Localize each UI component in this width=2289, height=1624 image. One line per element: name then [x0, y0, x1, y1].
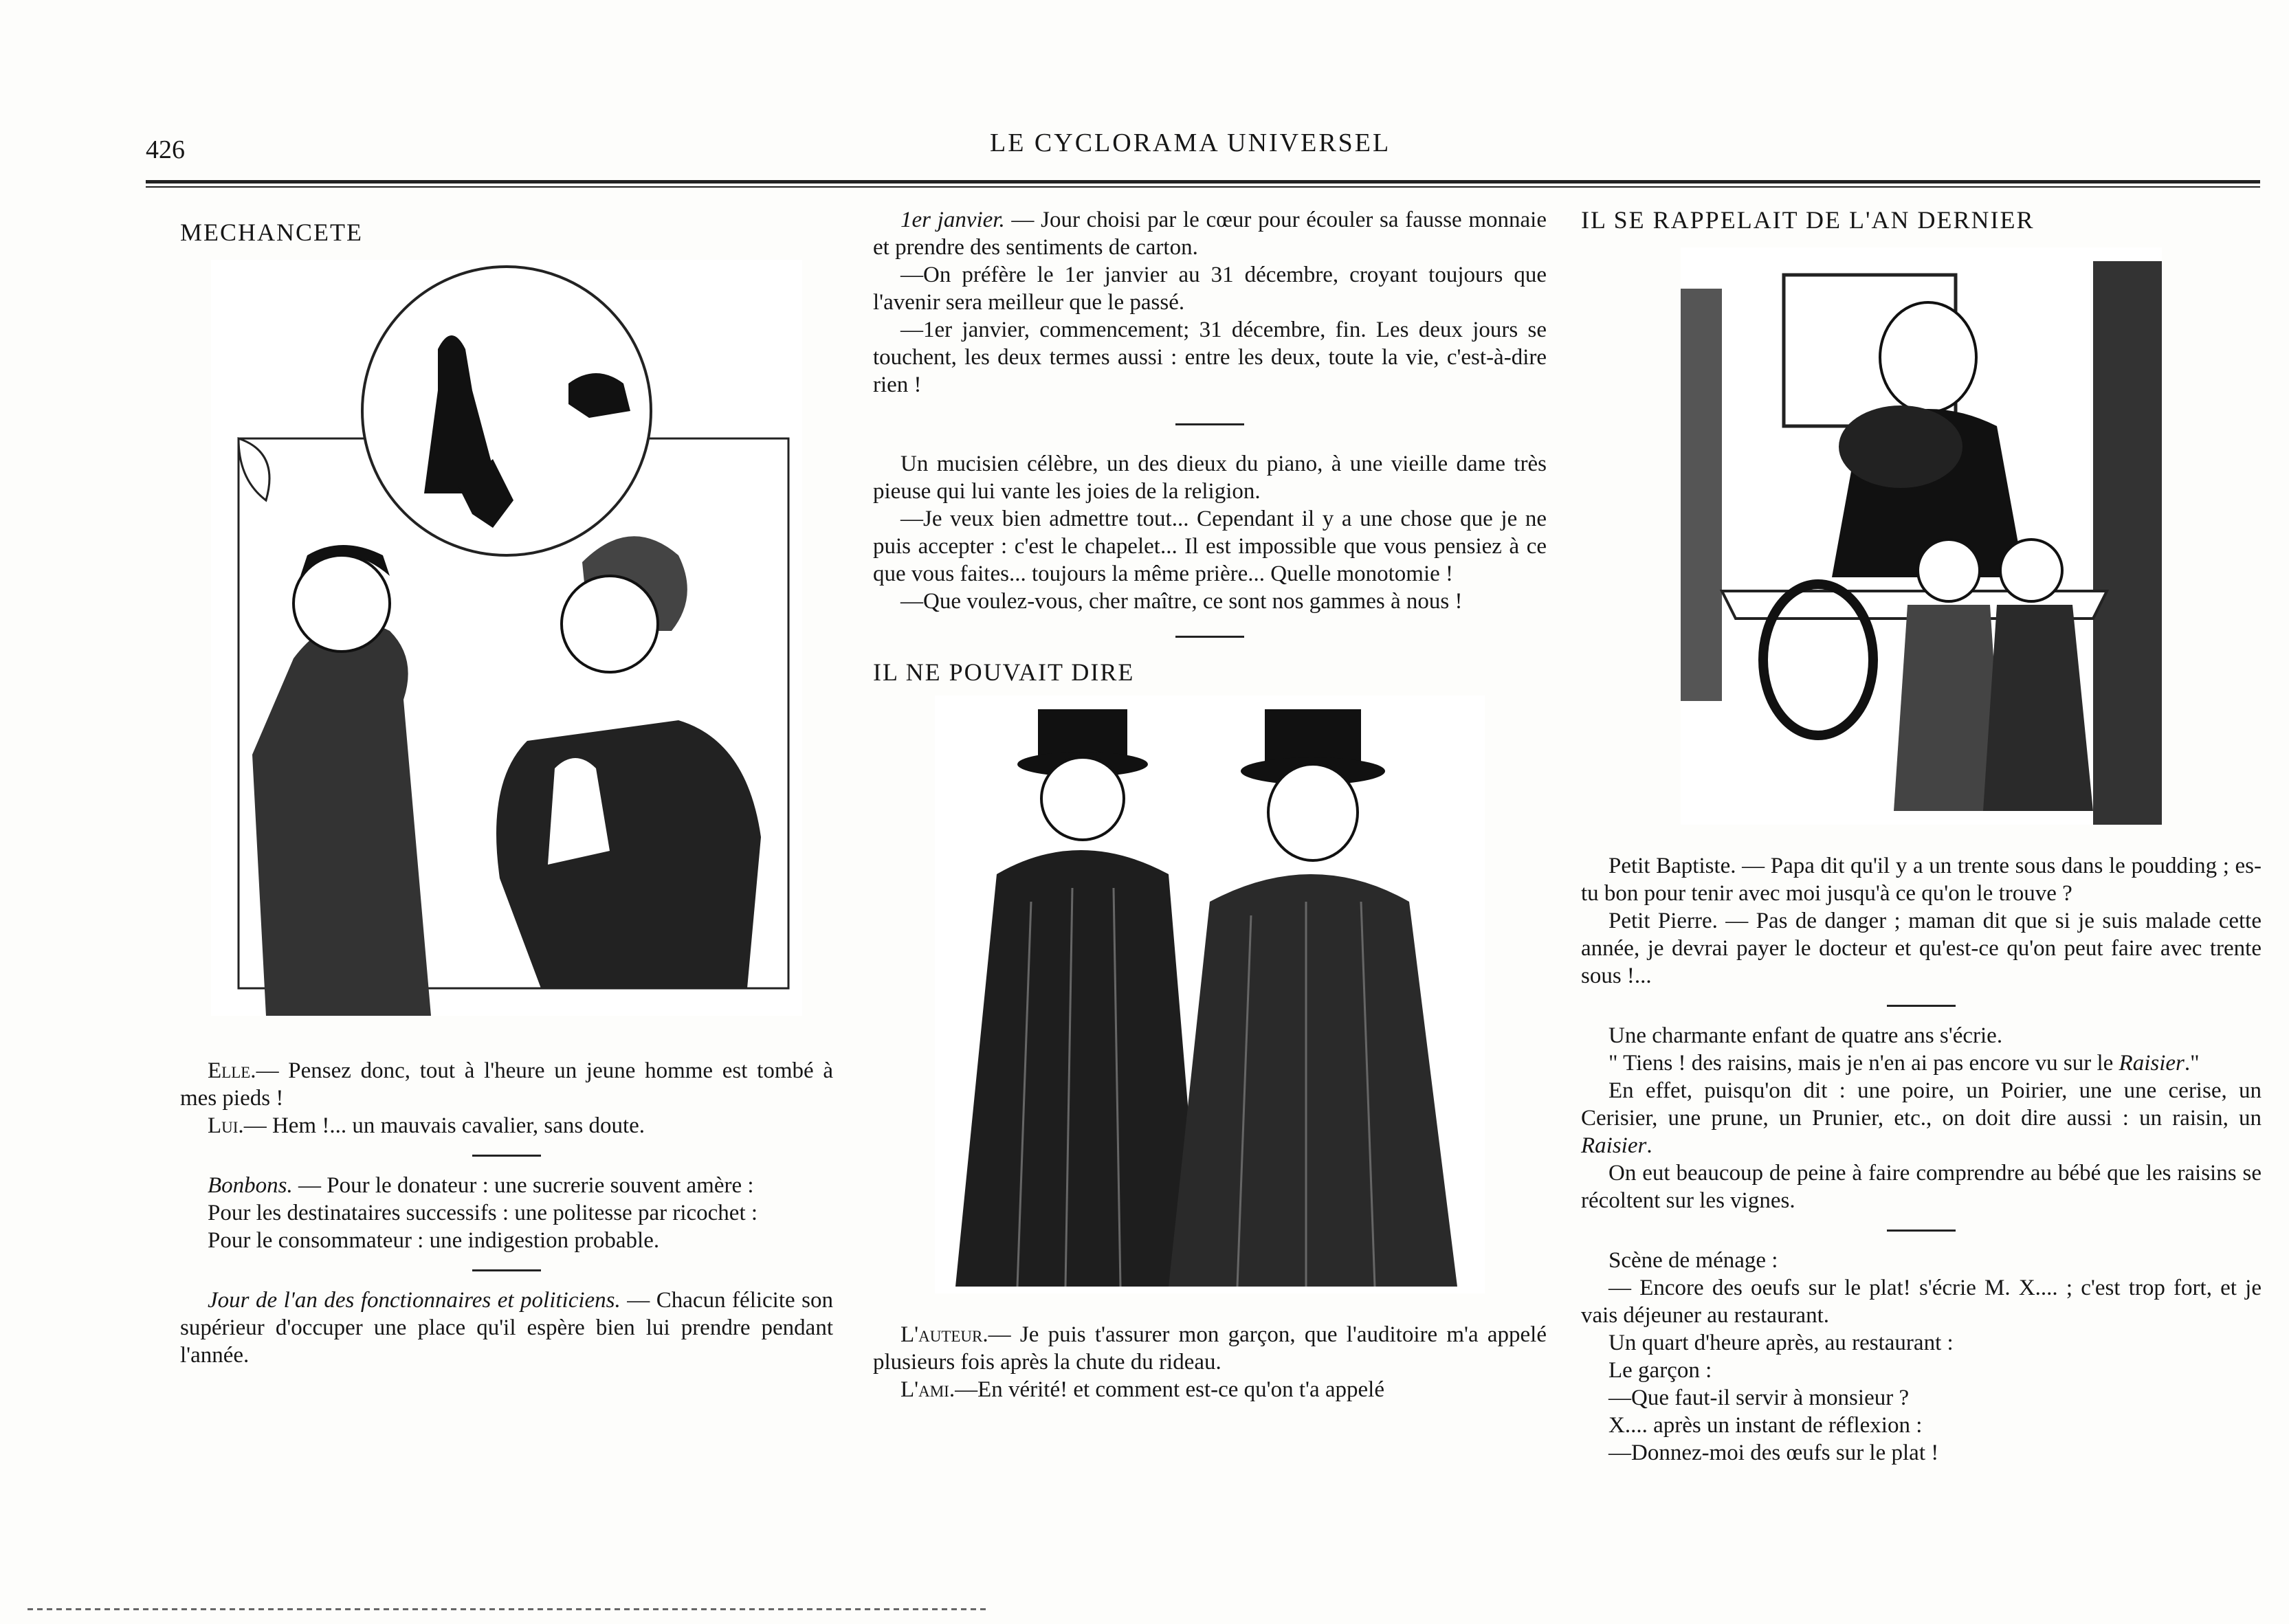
heading-il-ne-pouvait-dire: IL NE POUVAIT DIRE [873, 658, 1135, 686]
speaker-ami: L'ami. [900, 1377, 955, 1402]
header-rule [146, 180, 2260, 183]
dialogue-lui [180, 1112, 833, 1139]
separator-rule [1887, 1230, 1956, 1232]
line-auteur: — Je puis t'assurer mon garçon, que l'auditoire m'a appelé plusieurs fois après la chute du rideau. [873, 1322, 1547, 1375]
raisin-p2-after: ." [2184, 1051, 2200, 1076]
bonbons-line-2: Pour les destinataires successifs : une politesse par ricochet : [208, 1201, 758, 1225]
bottom-print-mark [27, 1608, 990, 1610]
two-men-drawing [935, 696, 1485, 1293]
bonbons-term: Bonbons. [208, 1173, 293, 1198]
heading-il-se-rappelait: IL SE RAPPELAIT DE L'AN DERNIER [1581, 206, 2035, 234]
jour-text: — Chacun félicite son supérieur d'occuper une place qu'il espère bien lui prendre pendant l'année. [180, 1288, 833, 1368]
header-rule-thin [146, 186, 2260, 188]
illustration-couple [211, 260, 802, 1016]
janvier-para-2: —On préfère le 1er janvier au 31 décembre, croyant toujours que l'avenir sera meilleur que le passé. [873, 263, 1547, 315]
menage-line-4: Le garçon : [1608, 1358, 1712, 1383]
line-lui: — Hem !... un mauvais cavalier, sans doute. [243, 1113, 645, 1138]
menage-line-1: Scène de ménage : [1608, 1248, 1778, 1273]
janvier-para-1: — Jour choisi par le cœur pour écouler sa fausse monnaie et prendre des sentiments de carton. [873, 208, 1547, 260]
raisin-p2-word: Raisier [2119, 1051, 2185, 1076]
column-left [180, 206, 833, 1369]
menage-line-5: —Que faut-il servir à monsieur ? [1608, 1386, 1910, 1410]
column-right [1581, 206, 2262, 1467]
speaker-elle: Elle. [208, 1058, 256, 1083]
menage-line-6: X.... après un instant de réflexion : [1608, 1413, 1923, 1438]
dinner-drawing [1681, 247, 2162, 825]
line-ami: —En vérité! et comment est-ce qu'on t'a appelé [955, 1377, 1384, 1402]
musicien-para-2: —Je veux bien admettre tout... Cependant il y a une chose que je ne puis accepter : c'est le chapelet... Il est impossible que vous pensiez à ce que vous faites... toujours la même prière... Quelle monotomie ! [873, 507, 1547, 586]
separator-rule [472, 1155, 541, 1157]
bonbons-line-3: Pour le consommateur : une indigestion probable. [208, 1228, 660, 1253]
illustration-dinner [1681, 247, 2162, 825]
musicien-para-3: —Que voulez-vous, cher maître, ce sont nos gammes à nous ! [900, 589, 1463, 614]
raisin-para-1: Une charmante enfant de quatre ans s'écrie. [1608, 1023, 2003, 1048]
separator-rule [1887, 1005, 1956, 1007]
menage-line-2: — Encore des oeufs sur le plat! s'écrie M. X.... ; c'est trop fort, et je vais déjeuner au restaurant. [1581, 1276, 2262, 1328]
pierre-para: Petit Pierre. — Pas de danger ; maman dit que si je suis malade cette année, je devrai payer le docteur et qu'est-ce qu'on peut faire avec trente sous !... [1581, 909, 2262, 988]
raisin-p3-word: Raisier [1581, 1133, 1647, 1158]
running-title: LE CYCLORAMA UNIVERSEL [990, 129, 1391, 157]
heading-mechancete: MECHANCETE [180, 219, 363, 246]
separator-rule [472, 1269, 541, 1271]
raisin-p2-before: " Tiens ! des raisins, mais je n'en ai pas encore vu sur le [1608, 1051, 2119, 1076]
page-number: 426 [146, 135, 185, 164]
musicien-para-1: Un mucisien célèbre, un des dieux du piano, à une vieille dame très pieuse qui lui vante les joies de la religion. [873, 452, 1547, 504]
menage-line-3: Un quart d'heure après, au restaurant : [1608, 1331, 1954, 1355]
jour-term: Jour de l'an des fonctionnaires et politiciens. [208, 1288, 621, 1313]
menage-line-7: —Donnez-moi des œufs sur le plat ! [1608, 1441, 1939, 1465]
speaker-lui: Lui. [208, 1113, 244, 1138]
dialogue-auteur [873, 1321, 1547, 1376]
column-middle [873, 206, 1547, 1403]
couple-drawing [211, 260, 802, 1016]
raisin-p3-after: . [1646, 1133, 1652, 1158]
line-elle: — Pensez donc, tout à l'heure un jeune homme est tombé à mes pieds ! [180, 1058, 833, 1111]
baptiste-para: Petit Baptiste. — Papa dit qu'il y a un trente sous dans le poudding ; es-tu bon pour tenir avec moi jusqu'à ce qu'on le trouve ? [1581, 854, 2262, 906]
bonbons-entry [180, 1172, 833, 1199]
speaker-auteur: L'auteur. [900, 1322, 988, 1347]
dialogue-elle [180, 1057, 833, 1112]
raisin-para-2 [1581, 1049, 2262, 1077]
dialogue-ami [873, 1376, 1547, 1403]
raisin-para-3 [1581, 1077, 2262, 1159]
illustration-two-men [935, 696, 1485, 1293]
raisin-para-4: On eut beaucoup de peine à faire comprendre au bébé que les raisins se récoltent sur les vignes. [1581, 1161, 2262, 1213]
jour-entry [180, 1287, 833, 1369]
separator-rule [1175, 636, 1244, 638]
janvier-entry [873, 206, 1547, 261]
raisin-p3-before: En effet, puisqu'on dit : une poire, un Poirier, une une cerise, un Cerisier, une prune, un Prunier, etc., on doit dire aussi : un raisin, un [1581, 1078, 2262, 1131]
janvier-para-3: —1er janvier, commencement; 31 décembre, fin. Les deux jours se touchent, les deux termes aussi : entre les deux, toute la vie, c'est-à-dire rien ! [873, 318, 1547, 397]
janvier-term: 1er janvier. [900, 208, 1005, 232]
separator-rule [1175, 423, 1244, 425]
bonbons-line-1: — Pour le donateur : une sucrerie souvent amère : [292, 1173, 754, 1198]
